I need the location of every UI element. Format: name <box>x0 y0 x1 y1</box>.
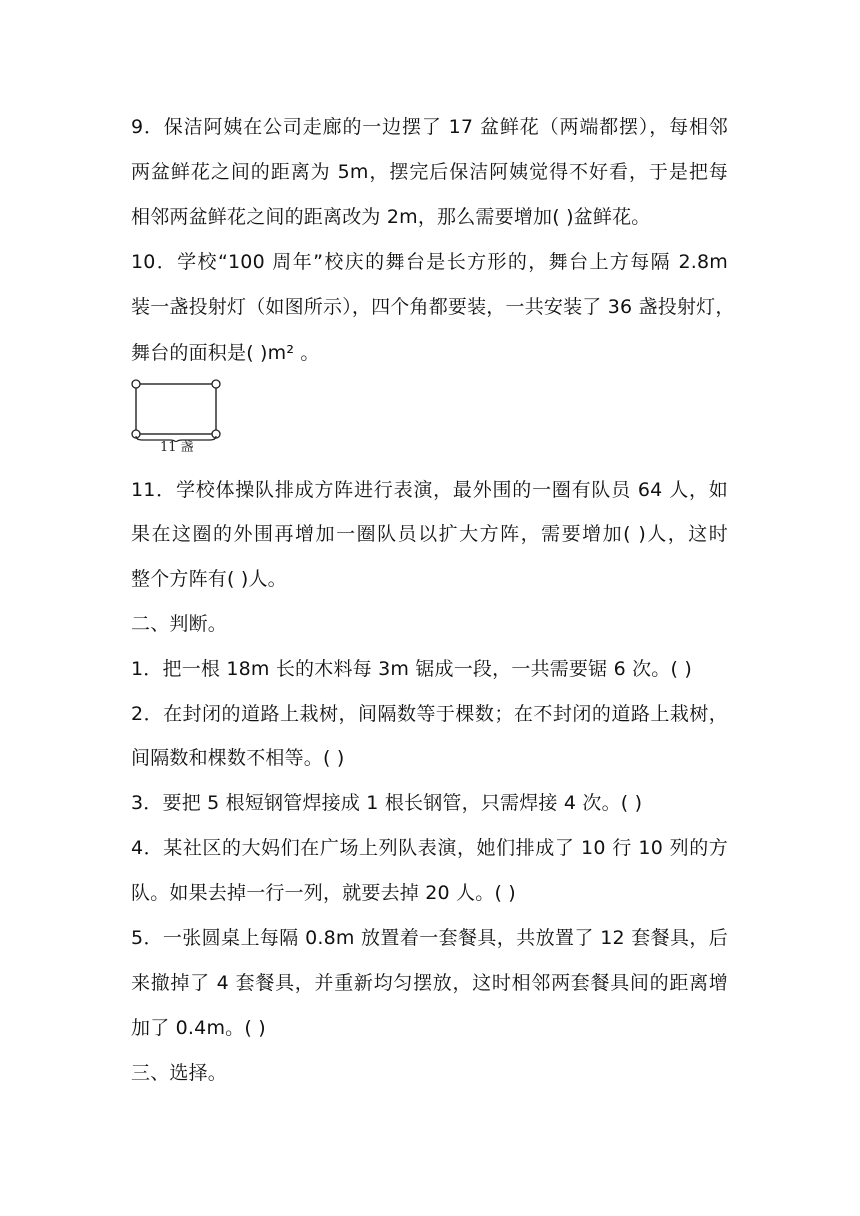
question-10-line-3: 舞台的面积是( )m² 。 <box>131 342 320 364</box>
light-top-right <box>212 380 220 388</box>
judge-5-line-1: 5．一张圆桌上每隔 0.8m 放置着一套餐具，共放置了 12 套餐具，后 <box>131 927 728 949</box>
judge-5-line-2: 来撤掉了 4 套餐具，并重新均匀摆放，这时相邻两套餐具间的距离增 <box>131 972 728 994</box>
judge-3-line-1: 3．要把 5 根短钢管焊接成 1 根长钢管，只需焊接 4 次。( ) <box>131 792 643 814</box>
section-2-heading: 二、判断。 <box>131 613 228 635</box>
question-9-line-3: 相邻两盆鲜花之间的距离改为 2m，那么需要增加( )盆鲜花。 <box>131 206 651 228</box>
stage-rectangle-diagram <box>130 376 226 442</box>
judge-2-line-2: 间隔数和棵数不相等。( ) <box>131 747 345 769</box>
question-10-line-2: 装一盏投射灯（如图所示），四个角都要装，一共安装了 36 盏投射灯， <box>131 296 735 318</box>
question-9-line-2: 两盆鲜花之间的距离为 5m，摆完后保洁阿姨觉得不好看，于是把每 <box>131 161 728 183</box>
judge-2-line-1: 2．在封闭的道路上栽树，间隔数等于棵数；在不封闭的道路上栽树， <box>131 703 728 725</box>
section-3-heading: 三、选择。 <box>131 1062 228 1084</box>
question-10-line-1: 10．学校“100 周年”校庆的舞台是长方形的，舞台上方每隔 2.8m <box>131 251 728 273</box>
stage-lights-figure <box>130 376 226 462</box>
stage-outline <box>136 384 216 434</box>
judge-4-line-1: 4．某社区的大妈们在广场上列队表演，她们排成了 10 行 10 列的方 <box>131 837 728 859</box>
question-11-line-3: 整个方阵有( )人。 <box>131 568 287 590</box>
figure-label: 11 盏 <box>160 440 194 455</box>
question-11-line-2: 果在这圈的外围再增加一圈队员以扩大方阵，需要增加( )人，这时 <box>131 523 728 545</box>
question-9-line-1: 9．保洁阿姨在公司走廊的一边摆了 17 盆鲜花（两端都摆），每相邻 <box>131 116 728 138</box>
light-top-left <box>132 380 140 388</box>
question-11-line-1: 11．学校体操队排成方阵进行表演，最外围的一圈有队员 64 人，如 <box>131 479 728 501</box>
judge-1-line-1: 1．把一根 18m 长的木料每 3m 锯成一段，一共需要锯 6 次。( ) <box>131 658 692 680</box>
judge-5-line-3: 加了 0.4m。( ) <box>131 1017 266 1039</box>
judge-4-line-2: 队。如果去掉一行一列，就要去掉 20 人。( ) <box>131 882 516 904</box>
